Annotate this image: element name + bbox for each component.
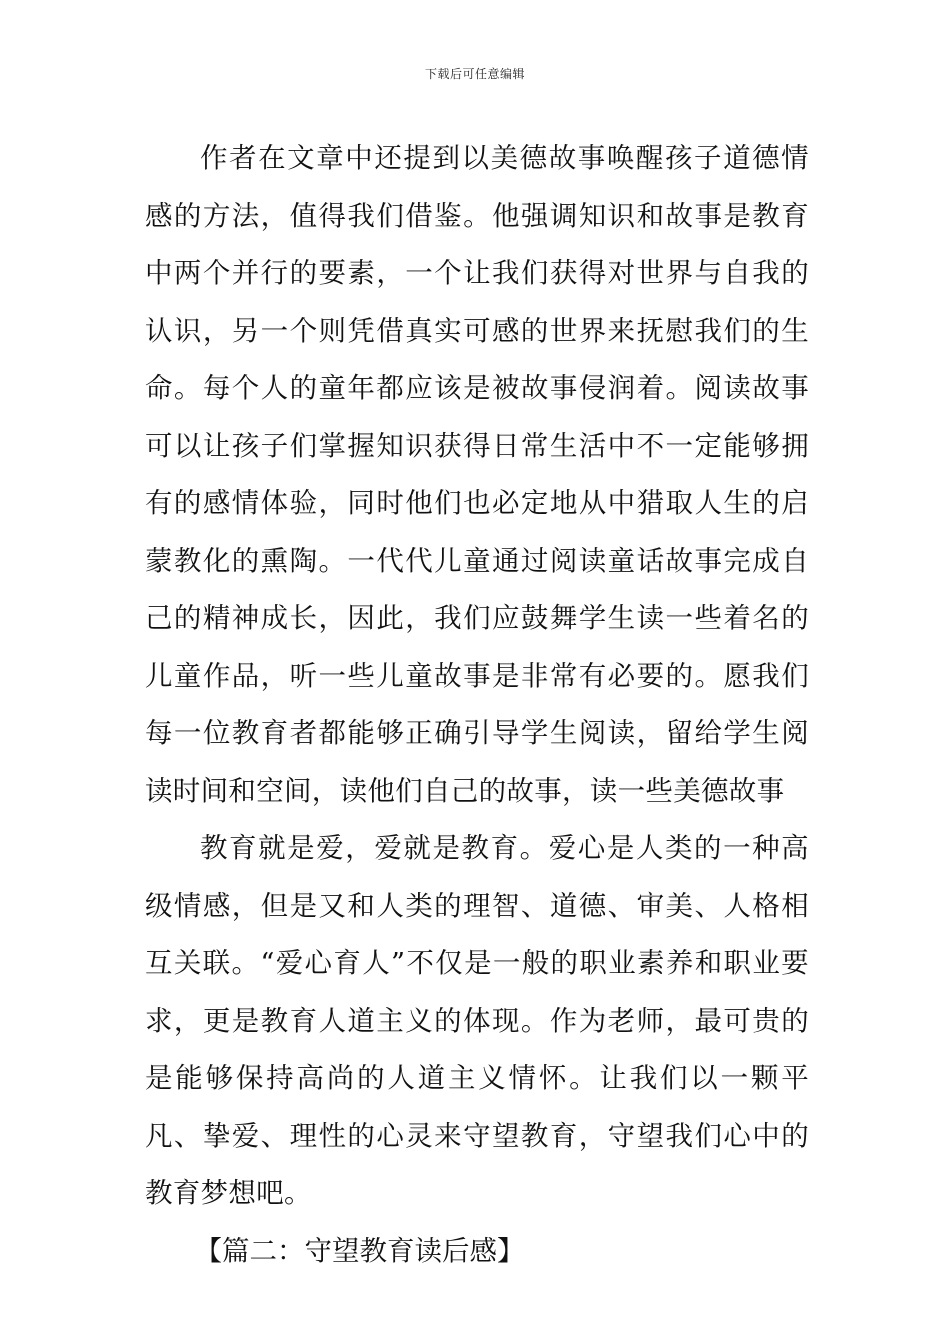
paragraph-2: 教育就是爱，爱就是教育。爱心是人类的一种高级情感，但是又和人类的理智、道德、审美、人格相互关联。“爱心育人”不仅是一般的职业素养和职业要求，更是教育人道主义的体现。作为老师，最可贵的是能够保持高尚的人道主义情怀。让我们以一颗平凡、挚爱、理性的心灵来守望教育，守望我们心中的教育梦想吧。: [145, 832, 809, 1209]
paragraph-1: 作者在文章中还提到以美德故事唤醒孩子道德情感的方法，值得我们借鉴。他强调知识和故事是教育中两个并行的要素，一个让我们获得对世界与自我的认识，另一个则凭借真实可感的世界来抚慰我们的生命。每个人的童年都应该是被故事侵润着。阅读故事可以让孩子们掌握知识获得日常生活中不一定能够拥有的感情体验，同时他们也必定地从中猎取人生的启蒙教化的熏陶。一代代儿童通过阅读童话故事完成自己的精神成长，因此，我们应鼓舞学生读一些着名的儿童作品，听一些儿童故事是非常有必要的。愿我们每一位教育者都能够正确引导学生阅读，留给学生阅读时间和空间，读他们自己的故事，读一些美德故事: [145, 142, 809, 807]
section-heading: 【篇二：守望教育读后感】: [194, 1234, 525, 1267]
page-header: 下载后可任意编辑: [424, 67, 525, 81]
document-body: [145, 130, 809, 1280]
